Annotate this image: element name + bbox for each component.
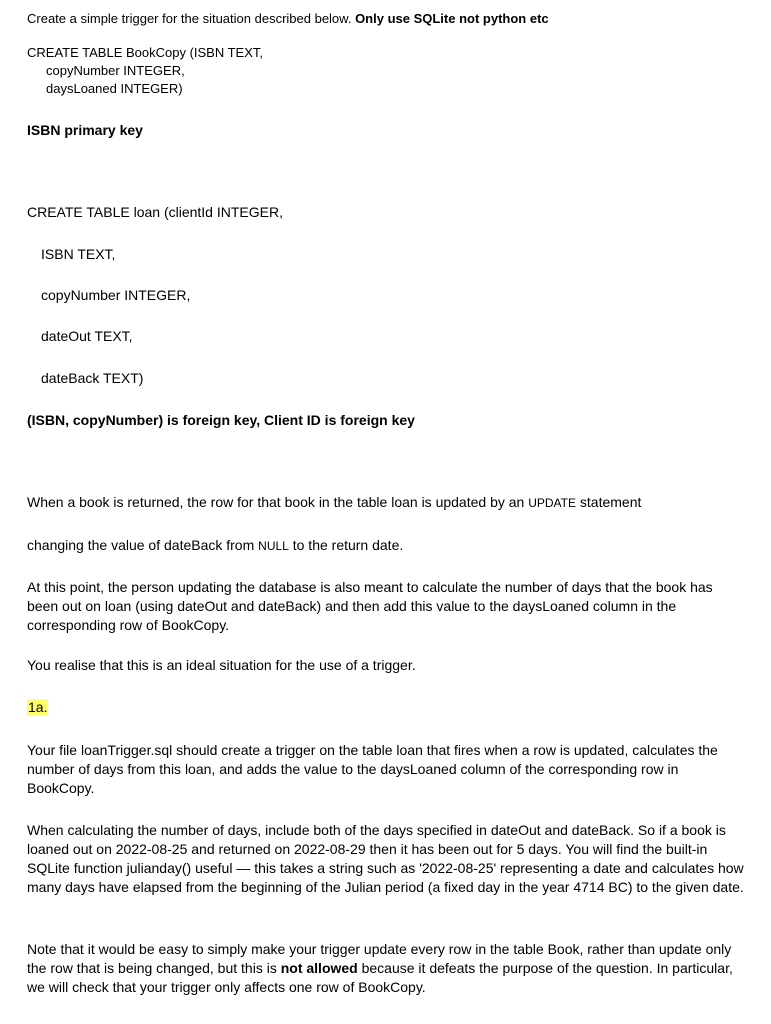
loan-line-5: dateBack TEXT) (41, 370, 144, 386)
bookcopy-line-1: CREATE TABLE BookCopy (ISBN TEXT, (27, 45, 264, 60)
bookcopy-line-3: daysLoaned INTEGER) (46, 81, 183, 96)
bookcopy-line-2: copyNumber INTEGER, (46, 63, 185, 78)
desc-paragraph-4: You realise that this is an ideal situation for the use of a trigger. (27, 657, 416, 673)
desc-paragraph-2 (27, 536, 403, 556)
question-label-highlight: 1a. (28, 699, 48, 715)
question-label (27, 698, 48, 717)
null-keyword: NULL (258, 539, 289, 553)
loan-line-3: copyNumber INTEGER, (41, 287, 191, 303)
desc-p1-text-b: statement (576, 494, 642, 510)
question-p3-text-a: Note that it would be easy to simply make your trigger update every row in the table Book, rather than update only the row that is being changed, but this is (27, 941, 732, 976)
question-p3-text-b: because it defeats the purpose of the question. In particular, we will check that your trigger only affects one row of BookCopy. (27, 960, 733, 995)
question-paragraph-2: When calculating the number of days, include both of the days specified in dateOut and dateBack. So if a book is loaned out on 2022-08-25 and returned on 2022-08-29 then it has been out for 5 days. You will find the built-in SQLite function julianday() useful — this takes a string such as '2022-08-25' representing a date and calculates how many days have elapsed from the beginning of the Julian period (a fixed day in the year 4714 BC) to the given date. (27, 822, 744, 895)
intro-text: Create a simple trigger for the situation described below. (27, 11, 356, 26)
desc-p1-text-a: When a book is returned, the row for that book in the table loan is updated by an (27, 494, 529, 510)
desc-p2-text-b: to the return date. (288, 537, 404, 553)
desc-p2-text-a: changing the value of dateBack from (27, 537, 259, 553)
update-keyword: UPDATE (528, 496, 577, 510)
loan-line-1: CREATE TABLE loan (clientId INTEGER, (27, 204, 283, 220)
intro-emphasis: Only use SQLite not python etc (355, 11, 549, 26)
loan-key-note: (ISBN, copyNumber) is foreign key, Client ID is foreign key (27, 412, 415, 428)
loan-line-4: dateOut TEXT, (41, 328, 133, 344)
question-paragraph-3 (27, 940, 747, 997)
question-paragraph-1: Your file loanTrigger.sql should create a trigger on the table loan that fires when a row is updated, calculates the number of days from this loan, and adds the value to the daysLoaned column of the corresponding row in BookCopy. (27, 742, 718, 796)
intro-line (27, 10, 549, 28)
not-allowed-emphasis: not allowed (280, 960, 358, 976)
desc-paragraph-3: At this point, the person updating the database is also meant to calculate the number of days that the book has been out on loan (using dateOut and dateBack) and then add this value to the daysLoaned column in the corresponding row of BookCopy. (27, 579, 713, 633)
bookcopy-key-note: ISBN primary key (27, 122, 143, 138)
desc-paragraph-1 (27, 493, 641, 513)
loan-line-2: ISBN TEXT, (41, 246, 116, 262)
